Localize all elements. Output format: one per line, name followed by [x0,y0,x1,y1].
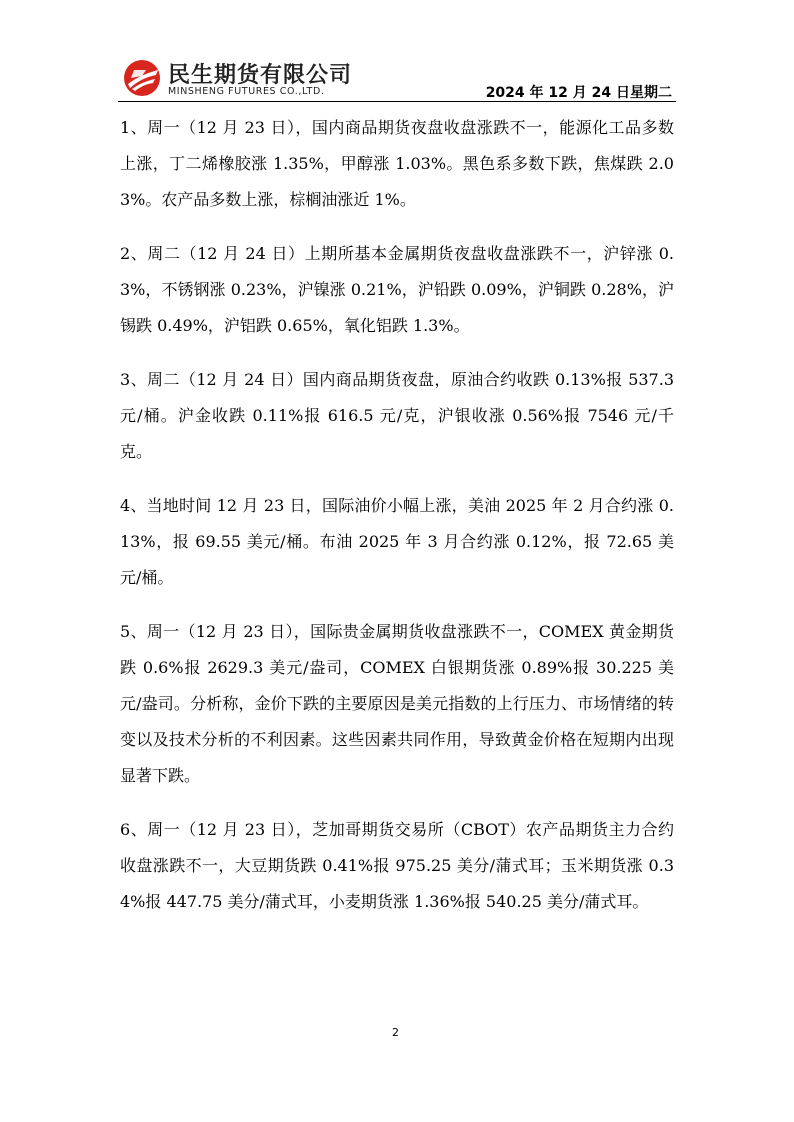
report-date: 2024 年 12 月 24 日星期二 [485,85,672,101]
news-item-1: 1、周一（12 月 23 日），国内商品期货夜盘收盘涨跌不一，能源化工品多数上涨，丁二烯橡胶涨 1.35%，甲醇涨 1.03%。黑色系多数下跌，焦煤跌 2.03%。农产品多数上涨，棕榈油涨近 1%。 [120,118,674,209]
company-logo [122,56,372,100]
news-item-4: 4、当地时间 12 月 23 日，国际油价小幅上涨，美油 2025 年 2 月合约涨 0.13%，报 69.55 美元/桶。布油 2025 年 3 月合约涨 0.12%，报 72.65 美元/桶。 [120,496,674,587]
company-name-en: MINSHENG FUTURES CO.,LTD. [168,86,325,97]
news-item-3: 3、周二（12 月 24 日）国内商品期货夜盘，原油合约收跌 0.13%报 537.3 元/桶。沪金收跌 0.11%报 616.5 元/克，沪银收涨 0.56%报 7546 元/千克。 [120,370,674,461]
header-divider [118,101,676,102]
news-item-5: 5、周一（12 月 23 日），国际贵金属期货收盘涨跌不一，COMEX 黄金期货跌 0.6%报 2629.3 美元/盎司，COMEX 白银期货涨 0.89%报 30.225 美元/盎司。分析称，金价下跌的主要原因是美元指数的上行压力、市场情绪的转变以及技术分析的不利因素。这些因素共同作用，导致黄金价格在短期内出现显著下跌。 [120,622,674,785]
page-header [118,52,676,102]
news-item-6: 6、周一（12 月 23 日），芝加哥期货交易所（CBOT）农产品期货主力合约收盘涨跌不一，大豆期货跌 0.41%报 975.25 美分/蒲式耳；玉米期货涨 0.34%报 447.75 美分/蒲式耳，小麦期货涨 1.36%报 540.25 美分/蒲式耳。 [120,820,674,911]
news-item-2: 2、周二（12 月 24 日）上期所基本金属期货夜盘收盘涨跌不一，沪锌涨 0.3%，不锈钢涨 0.23%，沪镍涨 0.21%，沪铅跌 0.09%，沪铜跌 0.28%，沪锡跌 0.49%，沪铝跌 0.65%，氧化铝跌 1.3%。 [120,244,674,335]
news-list [120,110,674,938]
company-name-cn: 民生期货有限公司 [168,63,353,88]
minsheng-logo-icon [122,58,162,98]
page-number: 2 [392,1026,399,1039]
